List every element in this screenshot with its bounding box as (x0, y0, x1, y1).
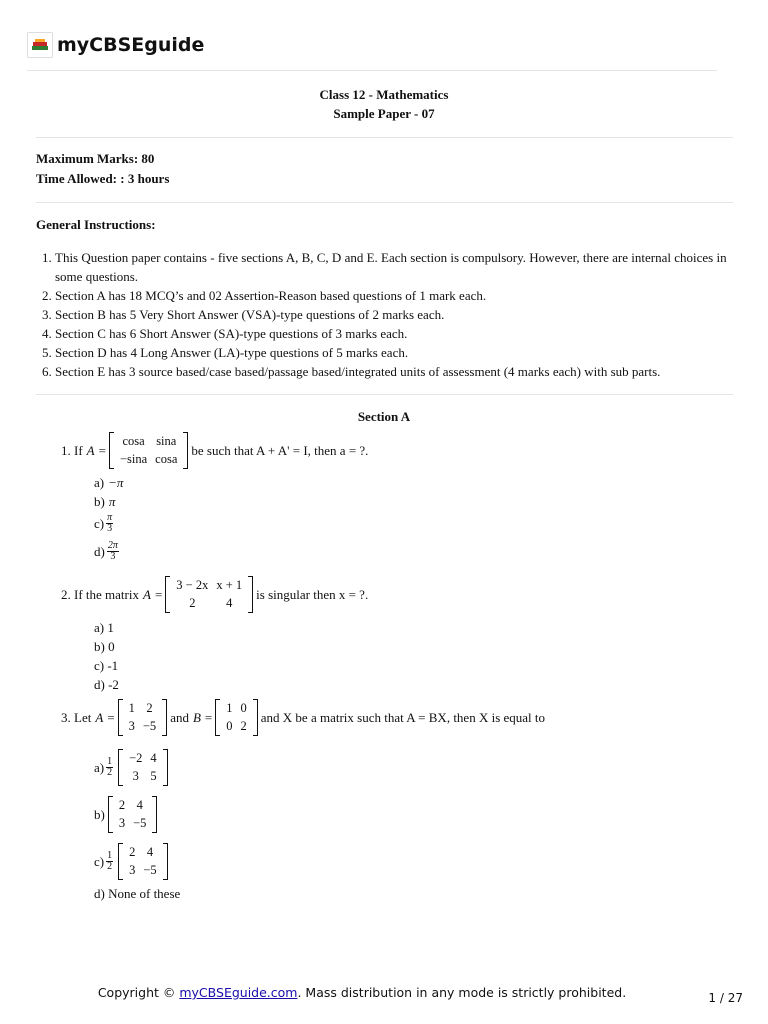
variable: A (86, 442, 95, 458)
question-prefix: 1. If (61, 442, 83, 458)
matrix-cell: 4 (146, 845, 154, 859)
divider (36, 202, 733, 203)
instructions-heading: General Instructions: (36, 217, 156, 232)
question-suffix: and X be a matrix such that A = BX, then X is equal to (260, 709, 546, 725)
option-a[interactable] (94, 749, 171, 786)
option-c[interactable] (94, 843, 171, 880)
option-label: d) (94, 543, 105, 559)
site-logo[interactable] (27, 32, 53, 58)
equals: = (107, 709, 115, 725)
question-1 (61, 432, 368, 469)
fraction (106, 851, 113, 872)
option-label: b) (94, 494, 105, 509)
instructions-list (36, 248, 735, 381)
matrix-cell: 3 (129, 863, 136, 877)
matrix (118, 843, 168, 880)
matrix-cell: cosa (155, 452, 178, 466)
class-title: Class 12 - Mathematics (319, 87, 449, 102)
equals: = (204, 709, 213, 725)
denominator: 3 (107, 523, 113, 534)
equals: = (98, 442, 106, 458)
divider (36, 394, 733, 395)
numerator: 1 (107, 850, 113, 861)
option-b[interactable]: b) 0 (94, 639, 115, 654)
time-allowed: Time Allowed: : 3 hours (36, 171, 170, 186)
option-value: −π (108, 475, 124, 490)
matrix-cell: 4 (136, 798, 143, 812)
variable: B (192, 709, 201, 725)
option-d[interactable]: d) None of these (94, 886, 181, 901)
matrix-cell: 2 (146, 701, 153, 715)
copyright-suffix: . Mass distribution in any mode is strictly prohibited. (297, 985, 627, 1000)
option-label: b) (94, 806, 105, 822)
instruction-item: 3. Section B has 5 Very Short Answer (VSA)-type questions of 2 marks each. (55, 305, 735, 324)
matrix-cell: 3 (118, 816, 126, 830)
instruction-item: 2. Section A has 18 MCQ’s and 02 Assertion-Reason based questions of 1 mark each. (55, 286, 735, 305)
matrix-cell: 0 (240, 701, 247, 715)
matrix-cell: 4 (150, 751, 157, 765)
option-b[interactable] (94, 796, 160, 833)
option-d[interactable] (94, 541, 121, 562)
divider (36, 137, 733, 138)
fraction (106, 513, 113, 534)
matrix-cell: 3 (132, 769, 139, 783)
matrix-cell: 2 (129, 845, 136, 859)
matrix-cell: −5 (142, 719, 157, 733)
site-header (27, 30, 204, 60)
denominator: 2 (107, 767, 113, 778)
denominator: 3 (110, 551, 116, 562)
option-a[interactable] (94, 475, 123, 491)
instruction-item: 4. Section C has 6 Short Answer (SA)-type questions of 3 marks each. (55, 324, 735, 343)
option-label: c) (94, 853, 105, 869)
matrix-cell: 1 (128, 701, 135, 715)
copyright-prefix: Copyright © (97, 985, 176, 1000)
option-label: c) (94, 515, 105, 531)
option-b[interactable] (94, 494, 115, 510)
option-d[interactable]: d) -2 (94, 677, 119, 692)
instruction-item: 1. This Question paper contains - five sections A, B, C, D and E. Each section is compulsory. However, there are internal choices in some questions. (55, 248, 735, 286)
instruction-item: 5. Section D has 4 Long Answer (LA)-type questions of 5 marks each. (55, 343, 735, 362)
matrix-cell: −5 (143, 863, 157, 877)
option-c[interactable] (94, 513, 115, 534)
matrix (215, 699, 258, 736)
matrix-cell: 3 − 2x (176, 578, 209, 592)
footer-copyright (0, 985, 724, 1000)
max-marks: Maximum Marks: 80 (36, 151, 155, 166)
matrix (108, 796, 158, 833)
fraction (107, 541, 119, 562)
option-label: a) (94, 475, 105, 490)
question-suffix: be such that A + A' = I, then a = ?. (191, 442, 369, 458)
matrix (109, 432, 188, 469)
matrix (118, 699, 168, 736)
books-logo-icon (31, 38, 49, 52)
option-c[interactable]: c) -1 (94, 658, 119, 673)
header-divider (27, 70, 717, 71)
site-link[interactable]: myCBSEguide.com (179, 985, 298, 1000)
matrix-cell: 2 (240, 719, 247, 733)
numerator: 1 (107, 756, 113, 767)
matrix-cell: −sina (119, 452, 148, 466)
matrix-cell: 0 (226, 719, 233, 733)
option-label: a) (94, 759, 105, 775)
matrix-cell: −2 (129, 751, 143, 765)
matrix-cell: x + 1 (216, 578, 243, 592)
matrix-cell: −5 (133, 816, 147, 830)
variable: A (142, 586, 151, 602)
matrix-cell: sina (156, 434, 177, 448)
matrix-cell: 3 (128, 719, 135, 733)
matrix-cell: 1 (226, 701, 233, 715)
fraction (106, 757, 113, 778)
matrix-cell: 2 (189, 596, 196, 610)
question-3 (61, 699, 545, 736)
question-prefix: 3. Let (61, 709, 92, 725)
option-value: π (108, 494, 116, 509)
matrix (118, 749, 168, 786)
matrix (165, 576, 253, 613)
numerator: 2π (107, 540, 118, 551)
question-2 (61, 576, 368, 613)
matrix-cell: 5 (150, 769, 157, 783)
variable: A (95, 709, 104, 725)
paper-title: Sample Paper - 07 (333, 106, 435, 121)
question-suffix: is singular then x = ?. (256, 586, 369, 602)
instruction-item: 6. Section E has 3 source based/case based/passage based/integrated units of assessment (4 marks each) with sub parts. (55, 362, 735, 381)
question-prefix: 2. If the matrix (61, 586, 139, 602)
denominator: 2 (107, 861, 113, 872)
brand-name[interactable]: myCBSEguide (57, 34, 205, 56)
matrix-cell: 4 (226, 596, 233, 610)
section-a-title: Section A (357, 409, 411, 424)
matrix-cell: cosa (122, 434, 145, 448)
option-a[interactable]: a) 1 (94, 620, 114, 635)
matrix-cell: 2 (118, 798, 126, 812)
numerator: π (107, 512, 113, 523)
page-indicator: 1 / 27 (708, 991, 743, 1005)
equals: = (154, 586, 163, 602)
conjunction: and (170, 709, 189, 725)
